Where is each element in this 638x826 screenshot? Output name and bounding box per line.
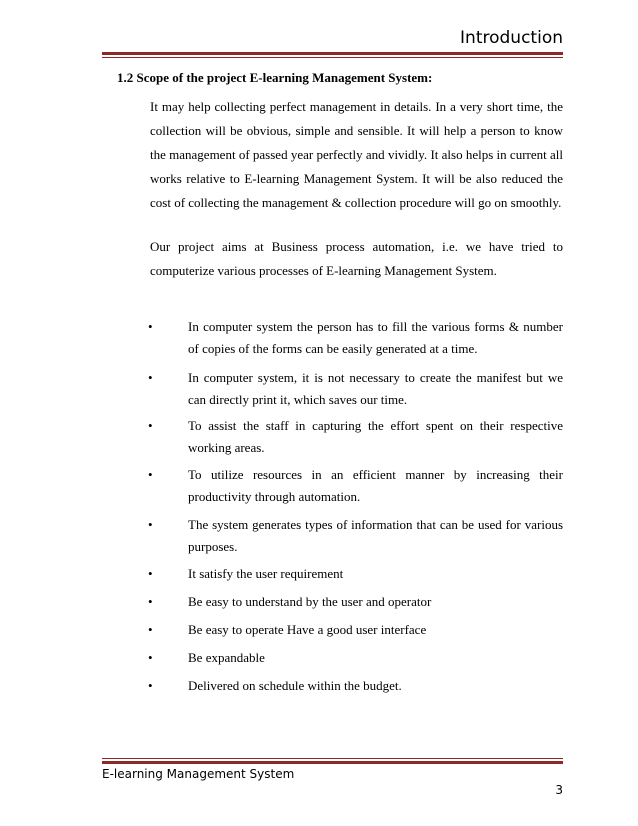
bullet-icon: •	[148, 370, 153, 385]
bullet-icon: •	[148, 418, 153, 433]
footer-rule-thick	[102, 761, 563, 764]
list-item-text: Be easy to operate Have a good user interface	[188, 622, 427, 637]
list-item-text: To assist the staff in capturing the effort spent on their respective working areas.	[188, 418, 563, 455]
header-rule-thick	[102, 52, 563, 55]
bullet-icon: •	[148, 594, 153, 609]
bullet-icon: •	[148, 650, 153, 665]
footer-title: E-learning Management System	[102, 767, 295, 781]
header-rule-thin	[102, 57, 563, 58]
bullet-icon: •	[148, 622, 153, 637]
list-item-text: Be expandable	[188, 650, 265, 665]
list-item-text: It satisfy the user requirement	[188, 566, 344, 581]
scope-paragraph: It may help collecting perfect management in details. In a very short time, the collection will be obvious, simple and sensible. It will help a person to know the management of passed year perfectly and vividly. It also helps in current all works relative to E-learning Management System. It will be also reduced the cost of collecting the management & collection procedure will go on smoothly.	[150, 99, 563, 210]
list-item-text: The system generates types of information that can be used for various purposes.	[188, 517, 563, 554]
bullet-icon: •	[148, 678, 153, 693]
bullet-icon: •	[148, 319, 153, 334]
list-item-text: To utilize resources in an efficient manner by increasing their productivity through automation.	[188, 467, 563, 504]
bullet-icon: •	[148, 517, 153, 532]
header-title: Introduction	[460, 28, 563, 48]
list-item-text: In computer system, it is not necessary to create the manifest but we can directly print it, which saves our time.	[188, 370, 563, 407]
page-number: 3	[555, 783, 563, 797]
bullet-icon: •	[148, 566, 153, 581]
list-item-text: Delivered on schedule within the budget.	[188, 678, 402, 693]
bullet-icon: •	[148, 467, 153, 482]
list-item-text: Be easy to understand by the user and operator	[188, 594, 432, 609]
section-heading: 1.2 Scope of the project E-learning Management System:	[117, 70, 433, 85]
aims-paragraph: Our project aims at Business process automation, i.e. we have tried to computerize various processes of E-learning Management System.	[150, 239, 563, 278]
list-item-text: In computer system the person has to fill the various forms & number of copies of the forms can be easily generated at a time.	[188, 319, 563, 356]
footer-rule-thin	[102, 758, 563, 759]
